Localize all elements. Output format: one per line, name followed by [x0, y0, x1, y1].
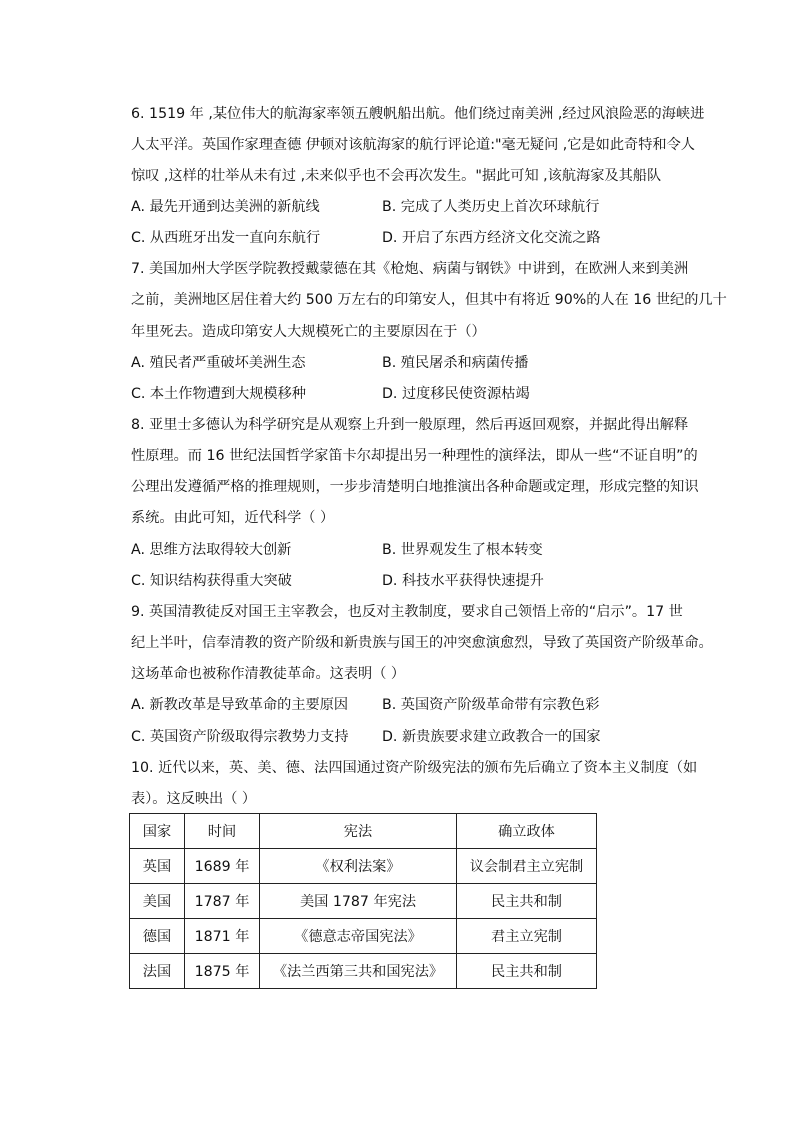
- q7-line: 之前，美洲地区居住着大约 500 万左右的印第安人，但其中有将近 90%的人在 16 世纪的几十: [131, 292, 727, 308]
- table-header-cell: 宪法: [260, 814, 457, 849]
- q6-option-a[interactable]: A. 最先开通到达美洲的新航线: [131, 199, 320, 215]
- q6-line: 人太平洋。英国作家理查德 伊顿对该航海家的航行评论道:"毫无疑问 ,它是如此奇特和令人: [131, 137, 695, 153]
- table-cell: 《权利法案》: [260, 849, 457, 884]
- q7-line: 7. 美国加州大学医学院教授戴蒙德在其《枪炮、病菌与钢铁》中讲到，在欧洲人来到美洲: [131, 261, 689, 277]
- table-cell: 英国: [130, 849, 185, 884]
- table-cell: 议会制君主立宪制: [457, 849, 597, 884]
- table-cell: 1787 年: [185, 884, 260, 919]
- q10-line: 10. 近代以来，英、美、德、法四国通过资产阶级宪法的颁布先后确立了资本主义制度（如: [131, 760, 698, 776]
- q8-option-a[interactable]: A. 思维方法取得较大创新: [131, 542, 292, 558]
- q9-option-b[interactable]: B. 英国资产阶级革命带有宗教色彩: [382, 697, 600, 713]
- table-header-cell: 确立政体: [457, 814, 597, 849]
- q6-line: 6. 1519 年 ,某位伟大的航海家率领五艘帆船出航。他们绕过南美洲 ,经过风浪险恶的海峡进: [131, 106, 705, 122]
- q8-line: 系统。由此可知，近代科学（ ）: [131, 510, 335, 526]
- table-cell: 民主共和制: [457, 884, 597, 919]
- q9-option-d[interactable]: D. 新贵族要求建立政教合一的国家: [382, 729, 601, 745]
- table-header-row: [130, 814, 597, 849]
- table-row: [130, 849, 597, 884]
- table-header-cell: 时间: [185, 814, 260, 849]
- table-cell: 1871 年: [185, 919, 260, 954]
- q7-option-d[interactable]: D. 过度移民使资源枯竭: [382, 386, 530, 402]
- table-cell: 美国: [130, 884, 185, 919]
- table-cell: 君主立宪制: [457, 919, 597, 954]
- q9-option-c[interactable]: C. 英国资产阶级取得宗教势力支持: [131, 729, 349, 745]
- table-cell: 民主共和制: [457, 954, 597, 989]
- table-cell: 《法兰西第三共和国宪法》: [260, 954, 457, 989]
- table-cell: 1689 年: [185, 849, 260, 884]
- q7-option-b[interactable]: B. 殖民屠杀和病菌传播: [382, 355, 529, 371]
- q8-option-d[interactable]: D. 科技水平获得快速提升: [382, 573, 544, 589]
- q8-option-b[interactable]: B. 世界观发生了根本转变: [382, 542, 543, 558]
- q9-line: 9. 英国清教徒反对国王主宰教会，也反对主教制度，要求自己领悟上帝的“启示”。17 世: [131, 604, 683, 620]
- table-cell: 《德意志帝国宪法》: [260, 919, 457, 954]
- q7-option-a[interactable]: A. 殖民者严重破坏美洲生态: [131, 355, 306, 371]
- q8-line: 性原理。而 16 世纪法国哲学家笛卡尔却提出另一种理性的演绎法，即从一些“不证自明”的: [131, 448, 698, 464]
- q7-line: 年里死去。造成印第安人大规模死亡的主要原因在于（）: [131, 324, 486, 340]
- q10-line: 表）。这反映出（ ）: [131, 791, 257, 807]
- q8-line: 公理出发遵循严格的推理规则，一步步清楚明白地推演出各种命题或定理，形成完整的知识: [131, 479, 699, 495]
- q6-line: 惊叹 ,这样的壮举从未有过 ,未来似乎也不会再次发生。"据此可知 ,该航海家及其船队: [131, 168, 662, 184]
- constitution-table: [129, 813, 597, 989]
- q9-line: 这场革命也被称作清教徒革命。这表明（ ）: [131, 666, 406, 682]
- table-row: [130, 884, 597, 919]
- table-cell: 法国: [130, 954, 185, 989]
- table-row: [130, 954, 597, 989]
- q6-option-c[interactable]: C. 从西班牙出发一直向东航行: [131, 230, 321, 246]
- table-header-cell: 国家: [130, 814, 185, 849]
- table-cell: 美国 1787 年宪法: [260, 884, 457, 919]
- q8-line: 8. 亚里士多德认为科学研究是从观察上升到一般原理，然后再返回观察，并据此得出解释: [131, 417, 689, 433]
- table-row: [130, 919, 597, 954]
- q9-option-a[interactable]: A. 新教改革是导致革命的主要原因: [131, 697, 349, 713]
- q9-line: 纪上半叶，信奉清教的资产阶级和新贵族与国王的冲突愈演愈烈，导致了英国资产阶级革命。: [131, 635, 713, 651]
- q7-option-c[interactable]: C. 本土作物遭到大规模移种: [131, 386, 306, 402]
- table-cell: 1875 年: [185, 954, 260, 989]
- q8-option-c[interactable]: C. 知识结构获得重大突破: [131, 573, 292, 589]
- q6-option-d[interactable]: D. 开启了东西方经济文化交流之路: [382, 230, 601, 246]
- table-cell: 德国: [130, 919, 185, 954]
- q6-option-b[interactable]: B. 完成了人类历史上首次环球航行: [382, 199, 600, 215]
